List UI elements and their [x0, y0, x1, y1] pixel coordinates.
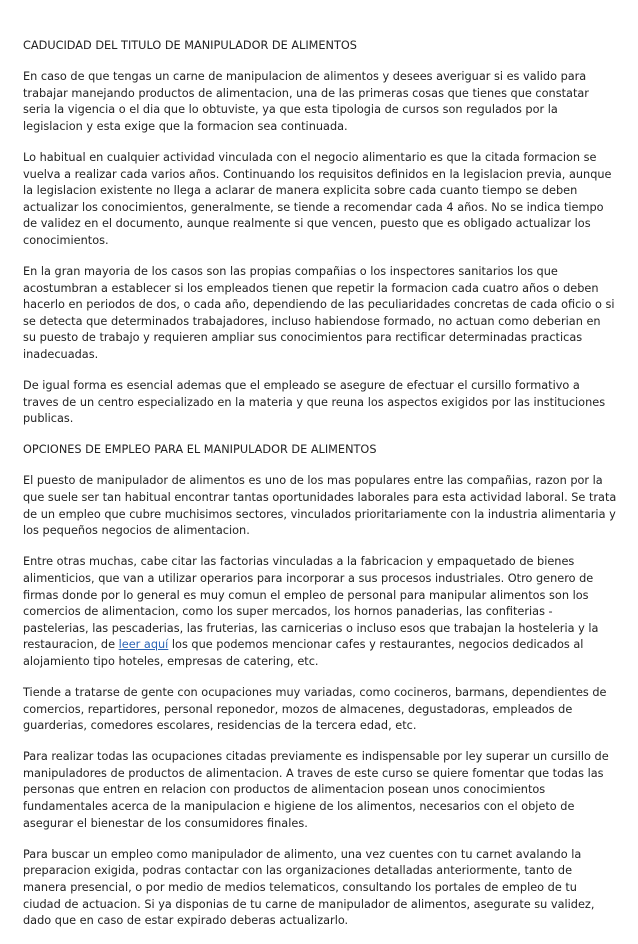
paragraph-text-after-link: los que podemos mencionar cafes y restaurantes, negocios dedicados al alojamiento tipo hoteles, empresas de catering, etc.	[23, 638, 584, 668]
paragraph-validity-intro: En caso de que tengas un carne de manipulacion de alimentos y desees averiguar si es valido para trabajar manejando productos de alimentacion, una de las primeras cosas que tienes que constatar seria la vigencia o el dia que lo obtuviste, ya que esta tipologia de cursos son regulados por la legislacion y esta exige que la formacion sea continuada.	[23, 70, 589, 133]
paragraph-renewal-frequency: Lo habitual en cualquier actividad vinculada con el negocio alimentario es que la citada formacion se vuelva a realizar cada varios años. Continuando los requisitos definidos en la legislacion previa, aunque la legislacion existente no llega a aclarar de manera explicita sobre cada cuanto tiempo se deben actualizar los conocimientos, generalmente, se tiende a recomendar cada 4 años. No se indica tiempo de validez en el documento, aunque realmente si que vencen, puesto que es obligado actualizar los conocimientos.	[23, 150, 612, 247]
paragraph-popular-job: El puesto de manipulador de alimentos es uno de los mas populares entre las compañias, razon por la que suele ser tan habitual encontrar tantas oportunidades laborales para esta actividad laboral. Se trata de un empleo que cubre muchisimos sectores, vinculados prioritariamente con la industria alimentaria y los pequeños negocios de alimentacion.	[23, 474, 617, 538]
paragraph-specialized-center: De igual forma es esencial ademas que el empleado se asegure de efectuar el cursillo formativo a traves de un centro especializado en la materia y que reuna los aspectos exigidos por las instituciones publicas.	[23, 379, 606, 426]
paragraph-job-search: Para buscar un empleo como manipulador de alimento, una vez cuentes con tu carnet avalando la preparacion exigida, podras contactar con las organizaciones detalladas anteriormente, tanto de manera presencial, o por medio de medios telematicos, consultando los portales de empleo de tu ciudad de actuacion. Si ya disponias de tu carne de manipulador de alimentos, asegurate su validez, dado que en caso de estar expirado deberas actualizarlo.	[23, 847, 595, 928]
section-heading-caducidad: CADUCIDAD DEL TITULO DE MANIPULADOR DE ALIMENTOS	[23, 39, 357, 52]
paragraph-required-course: Para realizar todas las ocupaciones citadas previamente es indispensable por ley superar un cursillo de manipuladores de productos de alimentacion. A traves de este curso se quiere fomentar que todas las personas que entren en relacion con productos de alimentacion posean unos conocimientos fundamentales acerca de la manipulacion e higiene de los alimentos, necesarios con el objeto de asegurar el bienestar de los consumidores finales.	[23, 750, 609, 830]
paragraph-factories-shops	[23, 554, 617, 670]
document-page	[23, 38, 617, 944]
paragraph-occupations: Tiende a tratarse de gente con ocupaciones muy variadas, como cocineros, barmans, dependientes de comercios, repartidores, personal reponedor, mozos de almacenes, degustadoras, empleados de guarderias, comedores escolares, residencias de la tercera edad, etc.	[23, 686, 607, 733]
leer-aqui-link[interactable]: leer aquí	[118, 638, 169, 652]
section-heading-opciones-empleo: OPCIONES DE EMPLEO PARA EL MANIPULADOR DE ALIMENTOS	[23, 443, 377, 457]
paragraph-companies-inspectors: En la gran mayoria de los casos son las propias compañias o los inspectores sanitarios los que acostumbran a establecer si los empleados tienen que repetir la formacion cada cuatro años o deben hacerlo en periodos de dos, o cada año, dependiendo de las peculiaridades concretas de cada oficio o si se detecta que determinados trabajadores, incluso habiendose formado, no actuan como deberian en su puesto de trabajo y requieren ampliar sus conocimientos para rectificar determinadas practicas inadecuadas.	[23, 265, 615, 361]
paragraph-text-before-link: Entre otras muchas, cabe citar las factorias vinculadas a la fabricacion y empaquetado de bienes alimenticios, que van a utilizar operarios para incorporar a sus procesos industriales. Otro genero de firmas donde por lo general es muy comun el empleo de personal para manipular alimentos son los comercios de alimentacion, como los super mercados, los hornos panaderias, las confiterias - pastelerias, las pescaderias, las fruterias, las carnicerias o incluso esos que trabajan la hosteleria y la restauracion, de	[23, 555, 599, 652]
